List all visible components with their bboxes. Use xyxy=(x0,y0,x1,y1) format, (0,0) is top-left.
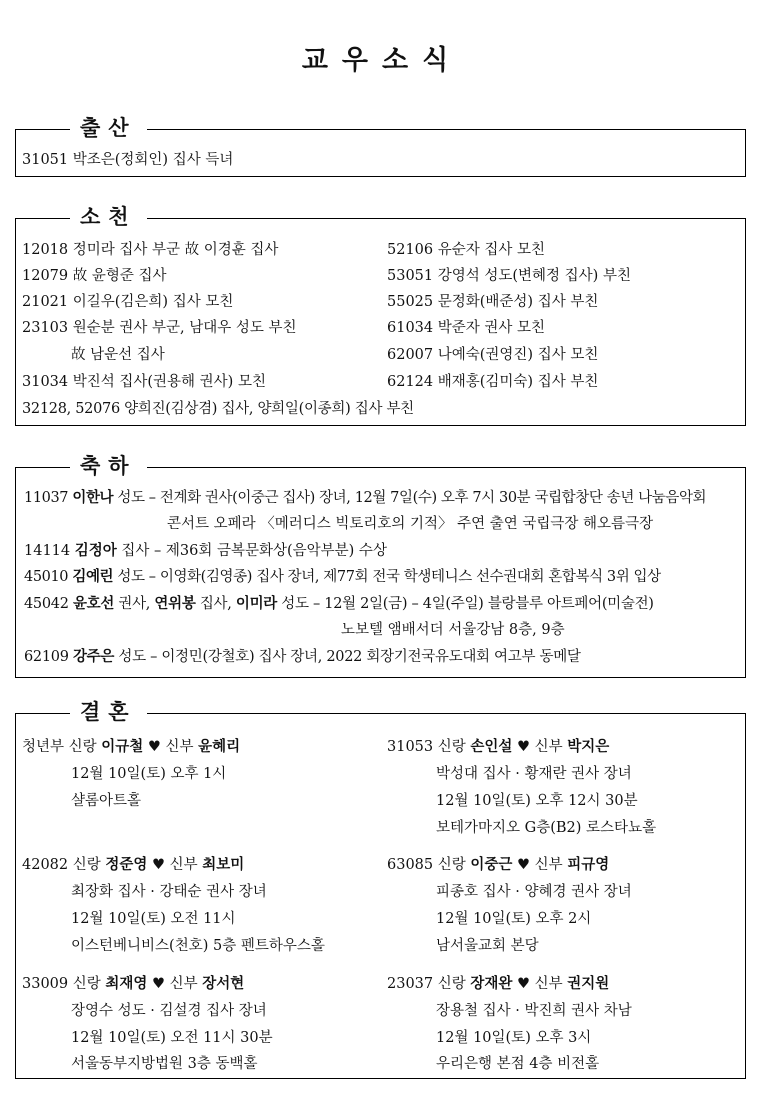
wedding-detail: 샬롬아트홀 xyxy=(71,793,142,809)
funeral-left-2: 21021 이길우(김은희) 집사 모친 xyxy=(22,294,234,310)
heart-icon: ♥ xyxy=(517,856,531,873)
funeral-left-0: 12018 정미라 집사 부군 故 이경훈 집사 xyxy=(22,242,279,258)
wedding-entry-head: 청년부 신랑 이규철 ♥ 신부 윤혜리 xyxy=(22,738,241,755)
wedding-detail: 12월 10일(토) 오후 3시 xyxy=(436,1030,592,1046)
wedding-entry-head: 23037 신랑 장재완 ♥ 신부 권지원 xyxy=(387,975,610,992)
congrats-item: 14114 김정아 집사 – 제36회 금복문화상(음악부분) 수상 xyxy=(24,542,387,559)
funeral-right-3: 61034 박준자 권사 모친 xyxy=(387,320,546,336)
funeral-left-5: 31034 박진석 집사(권용해 권사) 모친 xyxy=(22,374,266,390)
heart-icon: ♥ xyxy=(152,975,166,992)
wedding-title: 결혼 xyxy=(70,699,147,725)
heart-icon: ♥ xyxy=(517,738,531,755)
congrats-item: 45042 윤호선 권사, 연위봉 집사, 이미라 성도 – 12월 2일(금) – 4일(주일) 블랑블루 아트페어(미술전) xyxy=(24,595,654,612)
congrats-section xyxy=(15,453,746,678)
wedding-detail: 12월 10일(토) 오전 11시 xyxy=(71,911,236,927)
heart-icon: ♥ xyxy=(147,738,161,755)
wedding-detail: 보테가마지오 G층(B2) 로스타뇨홀 xyxy=(436,820,657,836)
wedding-entry-head: 31053 신랑 손인설 ♥ 신부 박지은 xyxy=(387,738,610,755)
funeral-right-4: 62007 나예숙(권영진) 집사 모친 xyxy=(387,347,599,363)
funeral-left-4: 故 남운선 집사 xyxy=(71,347,165,363)
funeral-left-3: 23103 원순분 권사 부군, 남대우 성도 부친 xyxy=(22,320,297,336)
funeral-right-2: 55025 문정화(배준성) 집사 부친 xyxy=(387,294,599,310)
congrats-item: 62109 강주은 성도 – 이정민(강철호) 집사 장녀, 2022 회장기전국유도대회 여고부 동메달 xyxy=(24,648,581,665)
congrats-item: 45010 김예린 성도 – 이영화(김영종) 집사 장녀, 제77회 전국 학생테니스 선수권대회 혼합복식 3위 입상 xyxy=(24,568,661,585)
birth-section xyxy=(15,115,746,177)
wedding-detail: 남서울교회 본당 xyxy=(436,938,539,954)
birth-item: 31051 박조은(정회인) 집사 득녀 xyxy=(22,152,234,168)
wedding-entry-head: 63085 신랑 이중근 ♥ 신부 피규영 xyxy=(387,856,610,873)
congrats-title: 축하 xyxy=(70,453,147,479)
wedding-detail: 최장화 집사 · 강태순 권사 장녀 xyxy=(71,884,267,900)
congrats-item-cont: 노보텔 앰배서더 서울강남 8층, 9층 xyxy=(341,622,565,638)
funeral-title: 소천 xyxy=(70,204,147,230)
wedding-detail: 12월 10일(토) 오전 11시 30분 xyxy=(71,1030,273,1046)
wedding-detail: 장영수 성도 · 김설경 집사 장녀 xyxy=(71,1003,267,1019)
heart-icon: ♥ xyxy=(152,856,166,873)
funeral-last: 32128, 52076 양희진(김상겸) 집사, 양희일(이종희) 집사 부친 xyxy=(22,401,414,417)
wedding-detail: 12월 10일(토) 오후 12시 30분 xyxy=(436,793,638,809)
birth-title: 출산 xyxy=(70,115,147,141)
funeral-right-5: 62124 배재홍(김미숙) 집사 부친 xyxy=(387,374,599,390)
wedding-detail: 박성대 집사 · 황재란 권사 장녀 xyxy=(436,766,632,782)
wedding-detail: 피종호 집사 · 양혜경 권사 장녀 xyxy=(436,884,632,900)
wedding-detail: 12월 10일(토) 오후 2시 xyxy=(436,911,592,927)
wedding-detail: 12월 10일(토) 오후 1시 xyxy=(71,766,227,782)
wedding-section xyxy=(15,699,746,1079)
funeral-right-1: 53051 강영석 성도(변혜정 집사) 부친 xyxy=(387,268,631,284)
page-title: 교우소식 xyxy=(301,45,463,76)
wedding-detail: 우리은행 본점 4층 비전홀 xyxy=(436,1056,600,1072)
funeral-section xyxy=(15,204,746,426)
wedding-detail: 서울동부지방법원 3층 동백홀 xyxy=(71,1056,258,1072)
wedding-entry-head: 33009 신랑 최재영 ♥ 신부 장서현 xyxy=(22,975,245,992)
wedding-entry-head: 42082 신랑 정준영 ♥ 신부 최보미 xyxy=(22,856,245,873)
congrats-item-cont: 콘서트 오페라 〈메러디스 빅토리호의 기적〉 주연 출연 국립극장 해오름극장 xyxy=(167,516,654,532)
funeral-left-1: 12079 故 윤형준 집사 xyxy=(22,268,167,284)
congrats-item: 11037 이한나 성도 – 전계화 권사(이중근 집사) 장녀, 12월 7일(수) 오후 7시 30분 국립합창단 송년 나눔음악회 xyxy=(24,489,707,506)
heart-icon: ♥ xyxy=(517,975,531,992)
funeral-right-0: 52106 유순자 집사 모친 xyxy=(387,242,546,258)
wedding-detail: 이스턴베니비스(천호) 5층 펜트하우스홀 xyxy=(71,938,325,954)
wedding-detail: 장용철 집사 · 박진희 권사 차남 xyxy=(436,1003,632,1019)
